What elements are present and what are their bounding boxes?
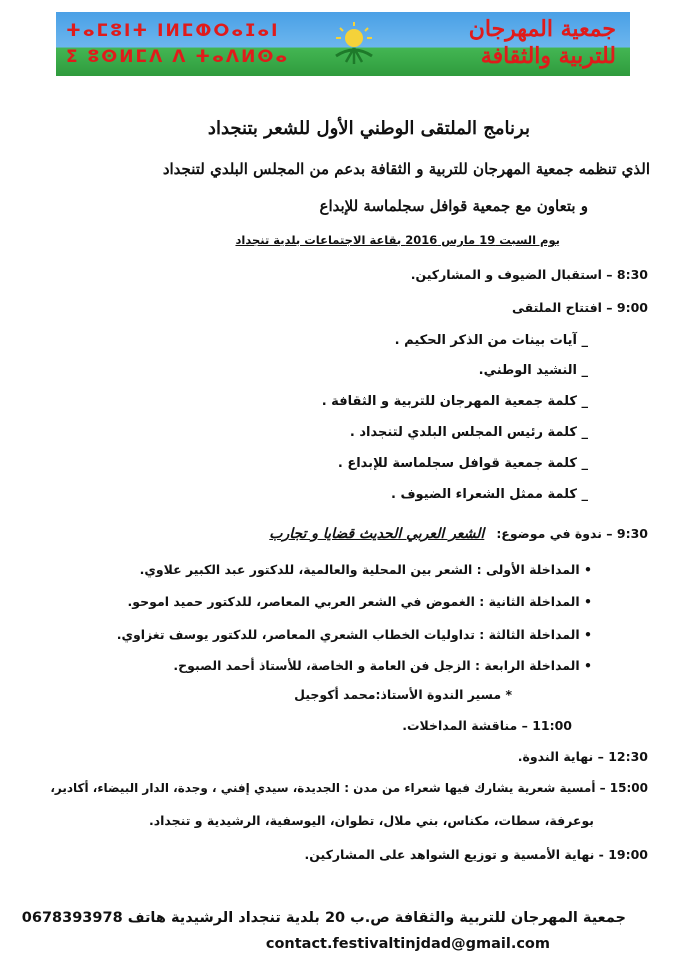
- partner-line: و بتعاون مع جمعية قوافل سجلماسة للإبداع: [319, 197, 588, 215]
- banner-arabic-line-2: للتربية والثقافة: [480, 43, 616, 69]
- program-item-1230: 12:30 – نهاية الندوة.: [517, 749, 648, 764]
- organizer-line: الذي تنظمه جمعية المهرجان للتربية و الثقافة بدعم من المجلس البلدي لتنجداد: [162, 160, 650, 178]
- footer-address: جمعية المهرجان للتربية والثقافة ص.ب 20 بلدية تنجداد الرشيدية هاتف 0678393978: [21, 910, 626, 926]
- opening-item: _ كلمة ممثل الشعراء الضيوف .: [390, 487, 588, 502]
- opening-item: _ آيات بينات من الذكر الحكيم .: [394, 333, 588, 348]
- header-banner: [56, 12, 630, 76]
- seminar-theme: الشعر العربي الحديث قضايا و تجارب: [269, 526, 485, 542]
- opening-item: _ كلمة جمعية قوافل سجلماسة للإبداع .: [337, 456, 588, 471]
- talk-item: • المداخلة الأولى : الشعر بين المحلية والعالمية، للدكتور عبد الكبير علاوي.: [139, 562, 592, 577]
- program-item-1900: 19:00 - نهاية الأمسية و توزيع الشواهد على المشاركين.: [304, 847, 648, 862]
- banner-arabic-line-1: جمعية المهرجان: [468, 16, 616, 42]
- date-line: يوم السبت 19 مارس 2016 بقاعة الاجتماعات بلدية تنجداد: [235, 233, 560, 247]
- opening-item: _ النشيد الوطني.: [478, 363, 588, 378]
- opening-item: _ كلمة جمعية المهرجان للتربية و الثقافة .: [321, 394, 588, 409]
- talk-item: • المداخلة الثانية : الغموض في الشعر العربي المعاصر، للدكتور حميد اموحو.: [127, 594, 592, 609]
- program-item-0930: [269, 526, 648, 542]
- tifinagh-line-1: ⵜⴰⵎⵓⵏⵜ ⵏⵍⵎⵀⵔⴰⵊⴰⵏ: [66, 21, 280, 41]
- footer-email[interactable]: contact.festivaltinjdad@gmail.com: [265, 936, 550, 952]
- program-item-0830: 8:30 – استقبال الضيوف و المشاركين.: [410, 267, 648, 282]
- program-item-1500: 15:00 – أمسية شعرية يشارك فيها شعراء من مدن : الجديدة، سيدي إفني ، وجدة، الدار البيضاء، أكادير،: [50, 781, 648, 795]
- banner-tifinagh-text: [66, 18, 316, 70]
- seminar-label: 9:30 – ندوة في موضوع:: [496, 526, 648, 541]
- tifinagh-line-2: ⵉ ⵓⵙⵍⵎⴷ ⴷ ⵜⴰⴷⵍⵙⴰ: [66, 47, 290, 67]
- program-item-0900: 9:00 – افتتاح الملتقى: [512, 300, 648, 315]
- talk-item: • المداخلة الرابعة : الزجل فن العامة و الخاصة، للأستاذ أحمد الصبوح.: [173, 658, 592, 673]
- page-title: برنامج الملتقى الوطني الأول للشعر بتنجداد: [207, 118, 530, 139]
- seminar-moderator: * مسير الندوة الأستاذ:محمد أكوجيل: [294, 687, 512, 702]
- opening-item: _ كلمة رئيس المجلس البلدي لتنجداد .: [349, 425, 588, 440]
- sun-leaves-logo-icon: [326, 18, 382, 70]
- banner-arabic-text: [376, 16, 616, 70]
- talk-item: • المداخلة الثالثة : تداوليات الخطاب الشعري المعاصر، للدكتور يوسف تغزاوي.: [116, 627, 592, 642]
- program-item-1500-cities: بوعرفة، سطات، مكناس، بني ملال، تطوان، اليوسفية، الرشيدية و تنجداد.: [148, 813, 594, 828]
- program-item-1100: 11:00 – مناقشة المداخلات.: [402, 718, 572, 733]
